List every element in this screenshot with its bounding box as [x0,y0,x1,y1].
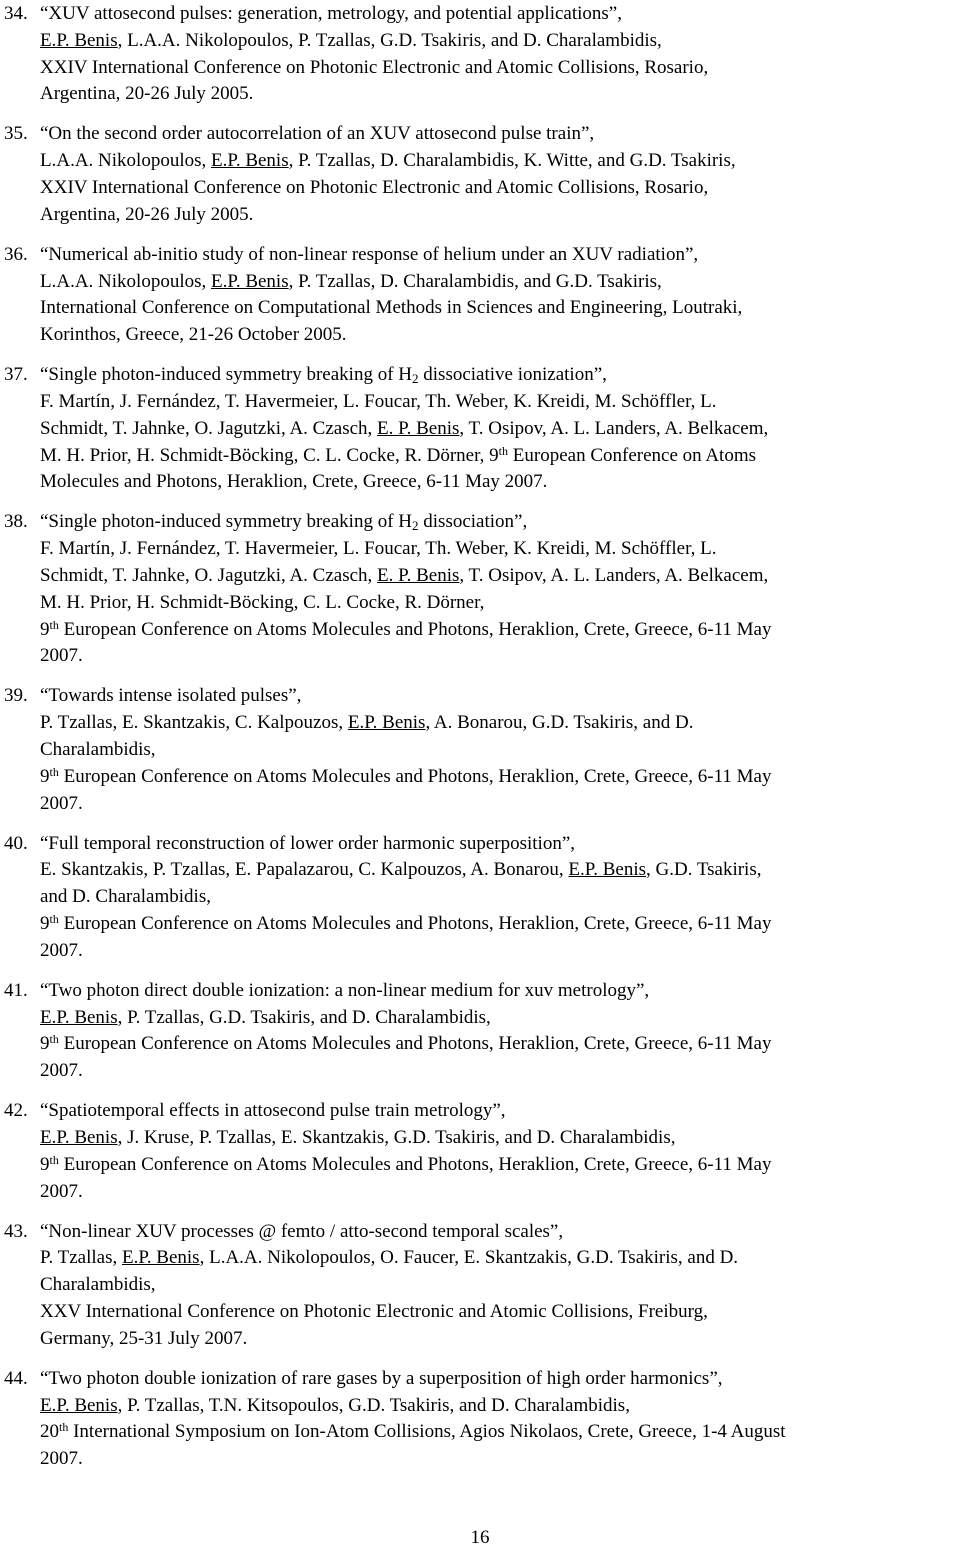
reference-text: “Numerical ab-initio study of non-linear response of helium under an XUV radiation”, [40,243,699,265]
subscript: 2 [412,371,419,387]
reference-text: “Full temporal reconstruction of lower order harmonic superposition”, [40,832,576,854]
reference-number: 38. [4,511,28,533]
reference-text: International Conference on Computational Methods in Sciences and Engineering, Loutraki, [40,297,743,319]
reference-text: P. Tzallas, E. Skantzakis, C. Kalpouzos, [40,712,348,734]
author-highlight: E.P. Benis [40,29,118,51]
reference-line [40,201,253,228]
ordinal-superscript: th [49,764,59,779]
reference-line [40,642,83,669]
reference-line [40,1298,708,1325]
reference-text: L.A.A. Nikolopoulos, [40,150,211,172]
reference-line [40,294,742,321]
reference-line [40,1004,491,1031]
reference-text: , P. Tzallas, D. Charalambidis, and G.D. Tsakiris, [288,270,662,292]
author-highlight: E.P. Benis [121,1247,200,1269]
reference-line [40,1365,723,1392]
reference-line [40,508,527,535]
reference-text: “Single photon-induced symmetry breaking of H [40,364,413,386]
reference-text: L.A.A. Nikolopoulos, [40,270,211,292]
reference-text: P. Tzallas, [40,1247,122,1269]
reference-line [40,1097,506,1124]
reference-line [40,589,484,616]
ordinal-superscript: th [49,1152,59,1167]
reference-line [40,790,83,817]
reference-line [40,415,768,442]
reference-text: , T. Osipov, A. L. Landers, A. Belkacem, [459,417,769,439]
reference-text: Molecules and Photons, Heraklion, Crete, Greece, 6-11 May 2007. [40,471,548,493]
reference-text: , L.A.A. Nikolopoulos, P. Tzallas, G.D. Tsakiris, and D. Charalambidis, [117,29,662,51]
reference-text: F. Martín, J. Fernández, T. Havermeier, L. Foucar, Th. Weber, K. Kreidi, M. Schöffler, L. [40,538,717,560]
reference-line [40,80,253,107]
author-highlight: E.P. Benis [40,1126,118,1148]
ordinal-superscript: th [49,617,59,632]
reference-text: Argentina, 20-26 July 2005. [40,203,254,225]
reference-line [40,1244,738,1271]
reference-line [40,1178,83,1205]
reference-text: “Two photon direct double ionization: a non-linear medium for xuv metrology”, [40,979,650,1001]
reference-text: , J. Kruse, P. Tzallas, E. Skantzakis, G.D. Tsakiris, and D. Charalambidis, [117,1126,676,1148]
reference-line [40,736,156,763]
author-highlight: E.P. Benis [347,712,426,734]
reference-number: 42. [4,1100,28,1122]
reference-text: 20 [40,1421,59,1443]
reference-text: Schmidt, T. Jahnke, O. Jagutzki, A. Czasch, [40,564,378,586]
reference-text: European Conference on Atoms Molecules and Photons, Heraklion, Crete, Greece, 6-11 May [58,912,772,934]
reference-text: XXV International Conference on Photonic Electronic and Atomic Collisions, Freiburg, [40,1300,708,1322]
reference-text: European Conference on Atoms Molecules and Photons, Heraklion, Crete, Greece, 6-11 May [58,765,772,787]
ordinal-superscript: th [49,1032,59,1047]
reference-line [40,241,698,268]
reference-text: International Symposium on Ion-Atom Collisions, Agios Nikolaos, Crete, Greece, 1-4 August [68,1421,786,1443]
reference-text: and D. Charalambidis, [40,886,211,908]
reference-text: European Conference on Atoms Molecules and Photons, Heraklion, Crete, Greece, 6-11 May [58,1153,772,1175]
author-highlight: E.P. Benis [40,1394,118,1416]
reference-line [40,616,772,643]
reference-number: 36. [4,243,28,265]
reference-text: E. Skantzakis, P. Tzallas, E. Papalazarou, C. Kalpouzos, A. Bonarou, [40,859,569,881]
reference-text: 9 [40,912,50,934]
reference-line [40,268,662,295]
reference-line [40,1325,247,1352]
reference-text: , T. Osipov, A. L. Landers, A. Belkacem, [459,564,769,586]
reference-number: 41. [4,979,28,1001]
reference-text: “XUV attosecond pulses: generation, metrology, and potential applications”, [40,3,622,24]
reference-number: 43. [4,1220,28,1242]
reference-text: European Conference on Atoms Molecules and Photons, Heraklion, Crete, Greece, 6-11 May [58,1033,772,1055]
reference-line [40,977,649,1004]
ordinal-superscript: th [498,443,509,458]
reference-text: , A. Bonarou, G.D. Tsakiris, and D. [425,712,694,734]
reference-text: Germany, 25-31 July 2007. [40,1327,248,1349]
reference-text: M. H. Prior, H. Schmidt-Böcking, C. L. Cocke, R. Dörner, [40,591,485,613]
reference-text: XXIV International Conference on Photonic Electronic and Atomic Collisions, Rosario, [40,56,709,78]
reference-line [40,27,662,54]
reference-text: Charalambidis, [40,738,156,760]
reference-text: Argentina, 20-26 July 2005. [40,83,254,105]
reference-text: dissociation”, [418,511,528,533]
reference-text: 2007. [40,1448,83,1470]
author-highlight: E. P. Benis [377,417,460,439]
reference-text: M. H. Prior, H. Schmidt-Böcking, C. L. Cocke, R. Dörner, 9 [40,444,499,466]
reference-line [40,1124,675,1151]
reference-line [40,388,717,415]
reference-line [40,937,83,964]
reference-line [40,442,756,469]
author-highlight: E.P. Benis [211,150,289,172]
reference-line [40,54,708,81]
reference-line [40,1445,83,1472]
reference-text: Schmidt, T. Jahnke, O. Jagutzki, A. Czasch, [40,417,378,439]
reference-number: 37. [4,364,28,386]
reference-line [40,709,693,736]
reference-text: European Conference on Atoms Molecules and Photons, Heraklion, Crete, Greece, 6-11 May [58,618,772,640]
reference-text: Charalambidis, [40,1274,156,1296]
reference-line [40,763,772,790]
reference-text: 2007. [40,1060,83,1082]
reference-text: , L.A.A. Nikolopoulos, O. Faucer, E. Skantzakis, G.D. Tsakiris, and D. [199,1247,739,1269]
reference-text: “Non-linear XUV processes @ femto / atto-second temporal scales”, [40,1220,564,1242]
ordinal-superscript: th [59,1420,69,1435]
reference-line [40,1151,772,1178]
reference-text: Korinthos, Greece, 21-26 October 2005. [40,324,347,346]
reference-line [40,830,575,857]
reference-line [40,535,717,562]
reference-text: “Towards intense isolated pulses”, [40,685,302,707]
reference-line [40,361,607,388]
reference-text: F. Martín, J. Fernández, T. Havermeier, L. Foucar, Th. Weber, K. Kreidi, M. Schöffler, L. [40,390,717,412]
reference-number: 40. [4,832,28,854]
reference-number: 35. [4,123,28,145]
reference-text: , G.D. Tsakiris, [646,859,762,881]
reference-text: “Two photon double ionization of rare gases by a superposition of high order harmonics”, [40,1367,723,1389]
reference-text: , P. Tzallas, G.D. Tsakiris, and D. Charalambidis, [117,1006,491,1028]
reference-line [40,321,347,348]
reference-text: 9 [40,765,50,787]
reference-number: 34. [4,3,28,24]
author-highlight: E.P. Benis [40,1006,118,1028]
reference-line [40,174,708,201]
reference-line [40,883,211,910]
reference-text: 2007. [40,1180,83,1202]
reference-text: European Conference on Atoms [508,444,756,466]
reference-text: dissociative ionization”, [418,364,607,386]
reference-line [40,120,594,147]
reference-line [40,1271,156,1298]
reference-text: “On the second order autocorrelation of an XUV attosecond pulse train”, [40,123,595,145]
reference-text: 9 [40,618,50,640]
reference-line [40,856,761,883]
reference-line [40,1057,83,1084]
reference-line [40,1218,563,1245]
author-highlight: E.P. Benis [568,859,646,881]
reference-line [40,147,736,174]
reference-line [40,1392,630,1419]
author-highlight: E.P. Benis [211,270,289,292]
reference-number: 39. [4,685,28,707]
reference-text: “Single photon-induced symmetry breaking of H [40,511,413,533]
reference-line [40,468,547,495]
subscript: 2 [412,518,419,534]
reference-text: , P. Tzallas, D. Charalambidis, K. Witte, and G.D. Tsakiris, [288,150,736,172]
reference-line [40,682,301,709]
reference-text: 9 [40,1033,50,1055]
reference-text: XXIV International Conference on Photonic Electronic and Atomic Collisions, Rosario, [40,176,709,198]
ordinal-superscript: th [49,911,59,926]
reference-text: 9 [40,1153,50,1175]
reference-text: , P. Tzallas, T.N. Kitsopoulos, G.D. Tsakiris, and D. Charalambidis, [117,1394,630,1416]
reference-line [40,0,622,27]
reference-text: 2007. [40,939,83,961]
reference-line [40,1030,772,1057]
author-highlight: E. P. Benis [377,564,460,586]
reference-line [40,910,772,937]
reference-text: “Spatiotemporal effects in attosecond pulse train metrology”, [40,1100,506,1122]
reference-text: 2007. [40,645,83,667]
reference-line [40,562,768,589]
reference-text: 2007. [40,792,83,814]
reference-line [40,1418,786,1445]
page-number: 16 [470,1527,490,1548]
reference-number: 44. [4,1367,28,1389]
